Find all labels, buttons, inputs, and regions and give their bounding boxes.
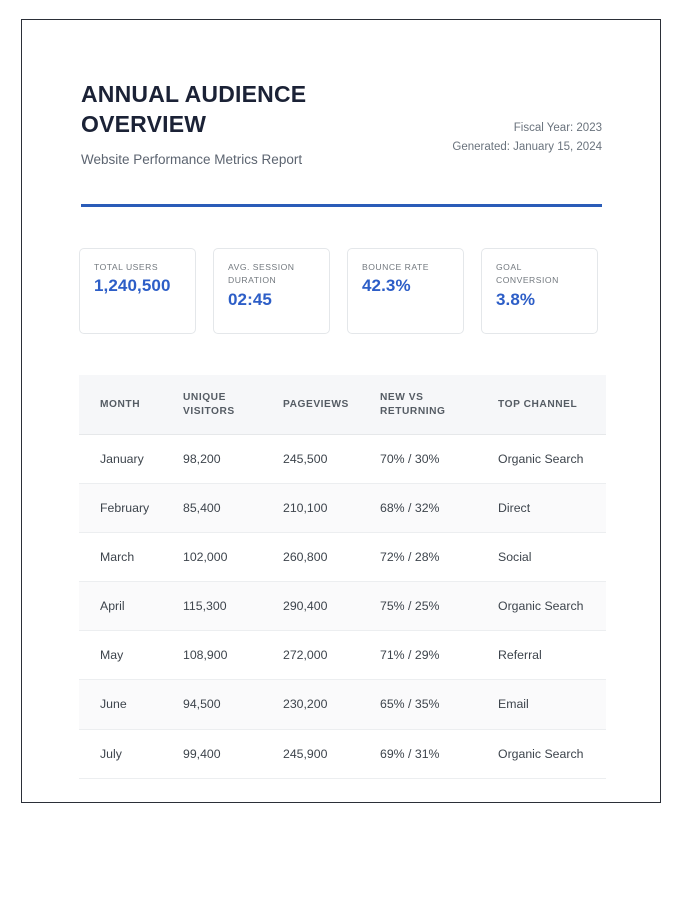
cell-visitors: 85,400: [171, 483, 271, 532]
report-page-content: [22, 20, 660, 802]
cell-month: July: [79, 729, 171, 778]
kpi-label: GOAL CONVERSION: [496, 262, 559, 286]
column-header-top-channel[interactable]: TOP CHANNEL: [486, 375, 606, 434]
cell-pageviews: 230,200: [271, 680, 368, 729]
table-body: [79, 434, 606, 778]
kpi-card-avg-session-duration: [213, 248, 330, 334]
cell-visitors: 94,500: [171, 680, 271, 729]
kpi-value: 1,240,500: [94, 276, 171, 296]
cell-channel: Organic Search: [486, 434, 606, 483]
report-header: [81, 79, 602, 168]
table-row: [79, 631, 606, 680]
column-header-month[interactable]: MONTH: [79, 375, 171, 434]
report-header-titles: [81, 79, 411, 168]
cell-pageviews: 210,100: [271, 483, 368, 532]
cell-visitors: 115,300: [171, 582, 271, 631]
kpi-card-goal-conversion: [481, 248, 598, 334]
cell-split: 69% / 31%: [368, 729, 486, 778]
monthly-metrics-table: [79, 375, 606, 779]
cell-pageviews: 272,000: [271, 631, 368, 680]
kpi-value: 42.3%: [362, 276, 411, 296]
cell-month: April: [79, 582, 171, 631]
report-page-sheet: [21, 19, 661, 803]
page-title: ANNUAL AUDIENCE OVERVIEW: [81, 81, 307, 138]
cell-channel: Referral: [486, 631, 606, 680]
cell-month: June: [79, 680, 171, 729]
cell-split: 71% / 29%: [368, 631, 486, 680]
column-header-unique-visitors[interactable]: UNIQUE VISITORS: [171, 375, 271, 434]
cell-pageviews: 245,500: [271, 434, 368, 483]
table-header-row: [79, 375, 606, 434]
cell-split: 70% / 30%: [368, 434, 486, 483]
cell-split: 65% / 35%: [368, 680, 486, 729]
cell-channel: Organic Search: [486, 582, 606, 631]
cell-split: 72% / 28%: [368, 532, 486, 581]
kpi-value: 3.8%: [496, 289, 536, 309]
table-row: [79, 729, 606, 778]
table-header: [79, 375, 606, 434]
report-meta-block: [442, 79, 602, 156]
cell-pageviews: 260,800: [271, 532, 368, 581]
column-header-pageviews[interactable]: PAGEVIEWS: [271, 375, 368, 434]
cell-month: May: [79, 631, 171, 680]
header-accent-rule: [81, 204, 602, 207]
cell-visitors: 108,900: [171, 631, 271, 680]
cell-channel: Social: [486, 532, 606, 581]
cell-visitors: 99,400: [171, 729, 271, 778]
cell-month: March: [79, 532, 171, 581]
table-row: [79, 532, 606, 581]
fiscal-year-text: Fiscal Year: 2023: [513, 122, 602, 134]
cell-month: February: [79, 483, 171, 532]
cell-channel: Organic Search: [486, 729, 606, 778]
cell-channel: Email: [486, 680, 606, 729]
cell-split: 75% / 25%: [368, 582, 486, 631]
cell-split: 68% / 32%: [368, 483, 486, 532]
cell-channel: Direct: [486, 483, 606, 532]
cell-visitors: 102,000: [171, 532, 271, 581]
column-header-new-vs-returning[interactable]: NEW VS RETURNING: [368, 375, 486, 434]
kpi-label: AVG. SESSION DURATION: [228, 262, 295, 286]
cell-month: January: [79, 434, 171, 483]
kpi-card-bounce-rate: [347, 248, 464, 334]
table-row: [79, 483, 606, 532]
cell-visitors: 98,200: [171, 434, 271, 483]
table-row: [79, 582, 606, 631]
kpi-label: TOTAL USERS: [94, 262, 159, 272]
cell-pageviews: 290,400: [271, 582, 368, 631]
table-row: [79, 434, 606, 483]
kpi-label: BOUNCE RATE: [362, 262, 429, 272]
page-bottom-clip-fade: [22, 792, 660, 803]
table-row: [79, 680, 606, 729]
page-subtitle: Website Performance Metrics Report: [81, 151, 303, 167]
kpi-card-total-users: [79, 248, 196, 334]
cell-pageviews: 245,900: [271, 729, 368, 778]
kpi-card-strip: [79, 248, 606, 334]
generated-date-text: Generated: January 15, 2024: [452, 140, 602, 153]
kpi-value: 02:45: [228, 289, 272, 309]
